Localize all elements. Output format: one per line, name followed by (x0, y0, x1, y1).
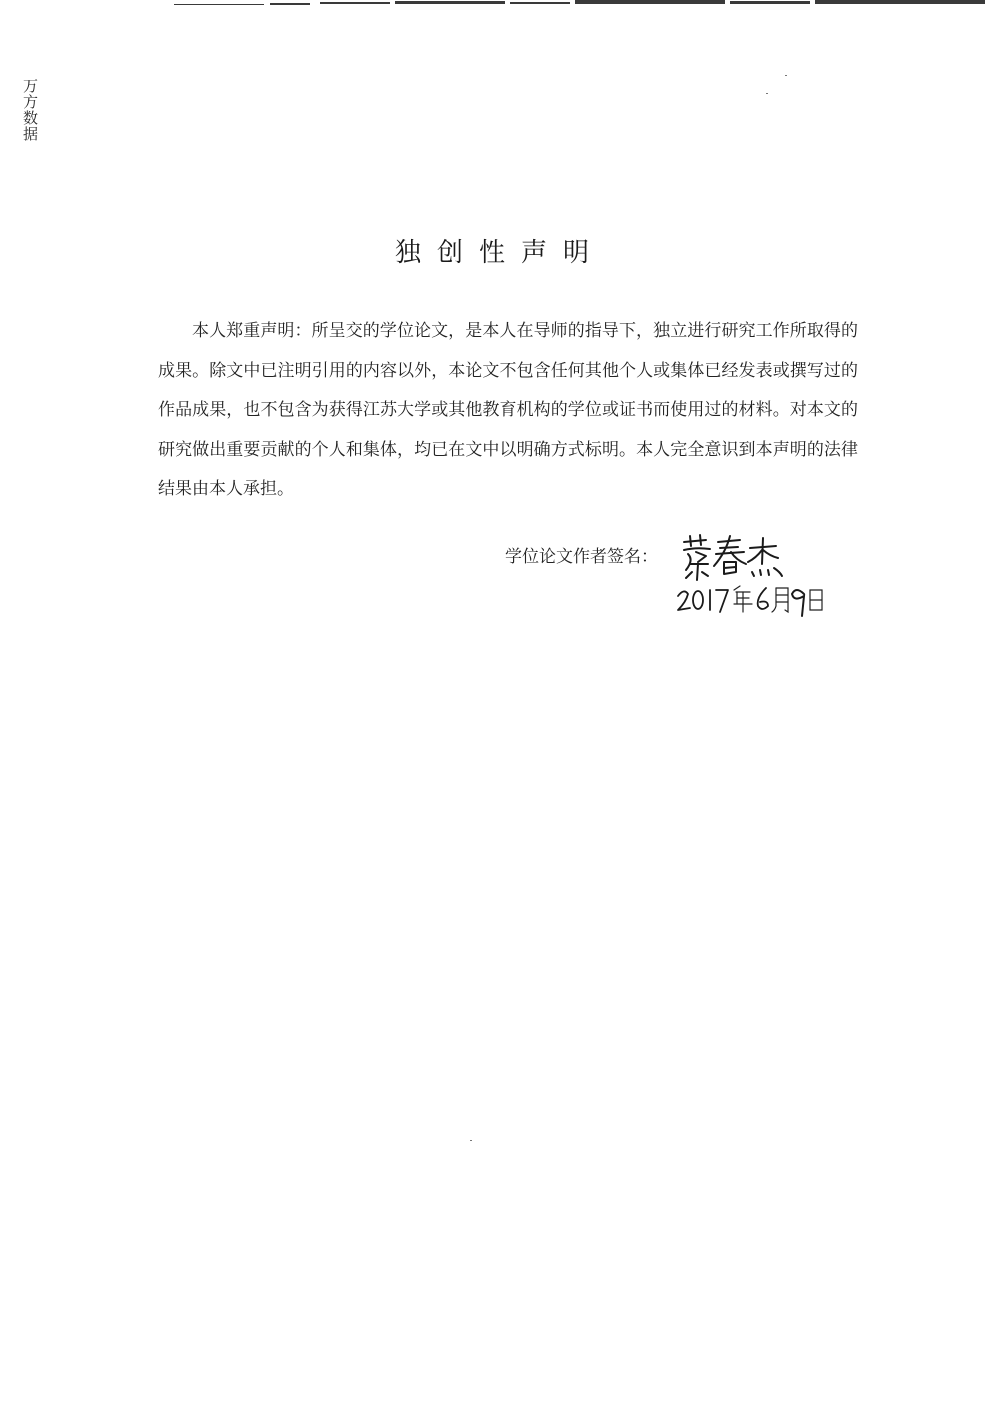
scan-header-noise (170, 0, 992, 8)
declaration-paragraph: 本人郑重声明：所呈交的学位论文，是本人在导师的指导下，独立进行研究工作所取得的成果。除文中已注明引用的内容以外，本论文不包含任何其他个人或集体已经发表或撰写过的作品成果，也不包含为获得江苏大学或其他教育机构的学位或证书而使用过的材料。对本文的研究做出重要贡献的个人和集体，均已在文中以明确方式标明。本人完全意识到本声明的法律结果由本人承担。 (158, 321, 858, 499)
watermark: 万方数据 (21, 78, 39, 142)
handwritten-signature (676, 530, 786, 586)
handwritten-date (676, 580, 826, 618)
signature-label: 学位论文作者签名： (505, 547, 658, 567)
scan-speck (470, 1140, 472, 1141)
page-title: 独创性声明 (394, 238, 605, 268)
scan-speck (785, 75, 787, 76)
scan-speck (766, 93, 768, 94)
